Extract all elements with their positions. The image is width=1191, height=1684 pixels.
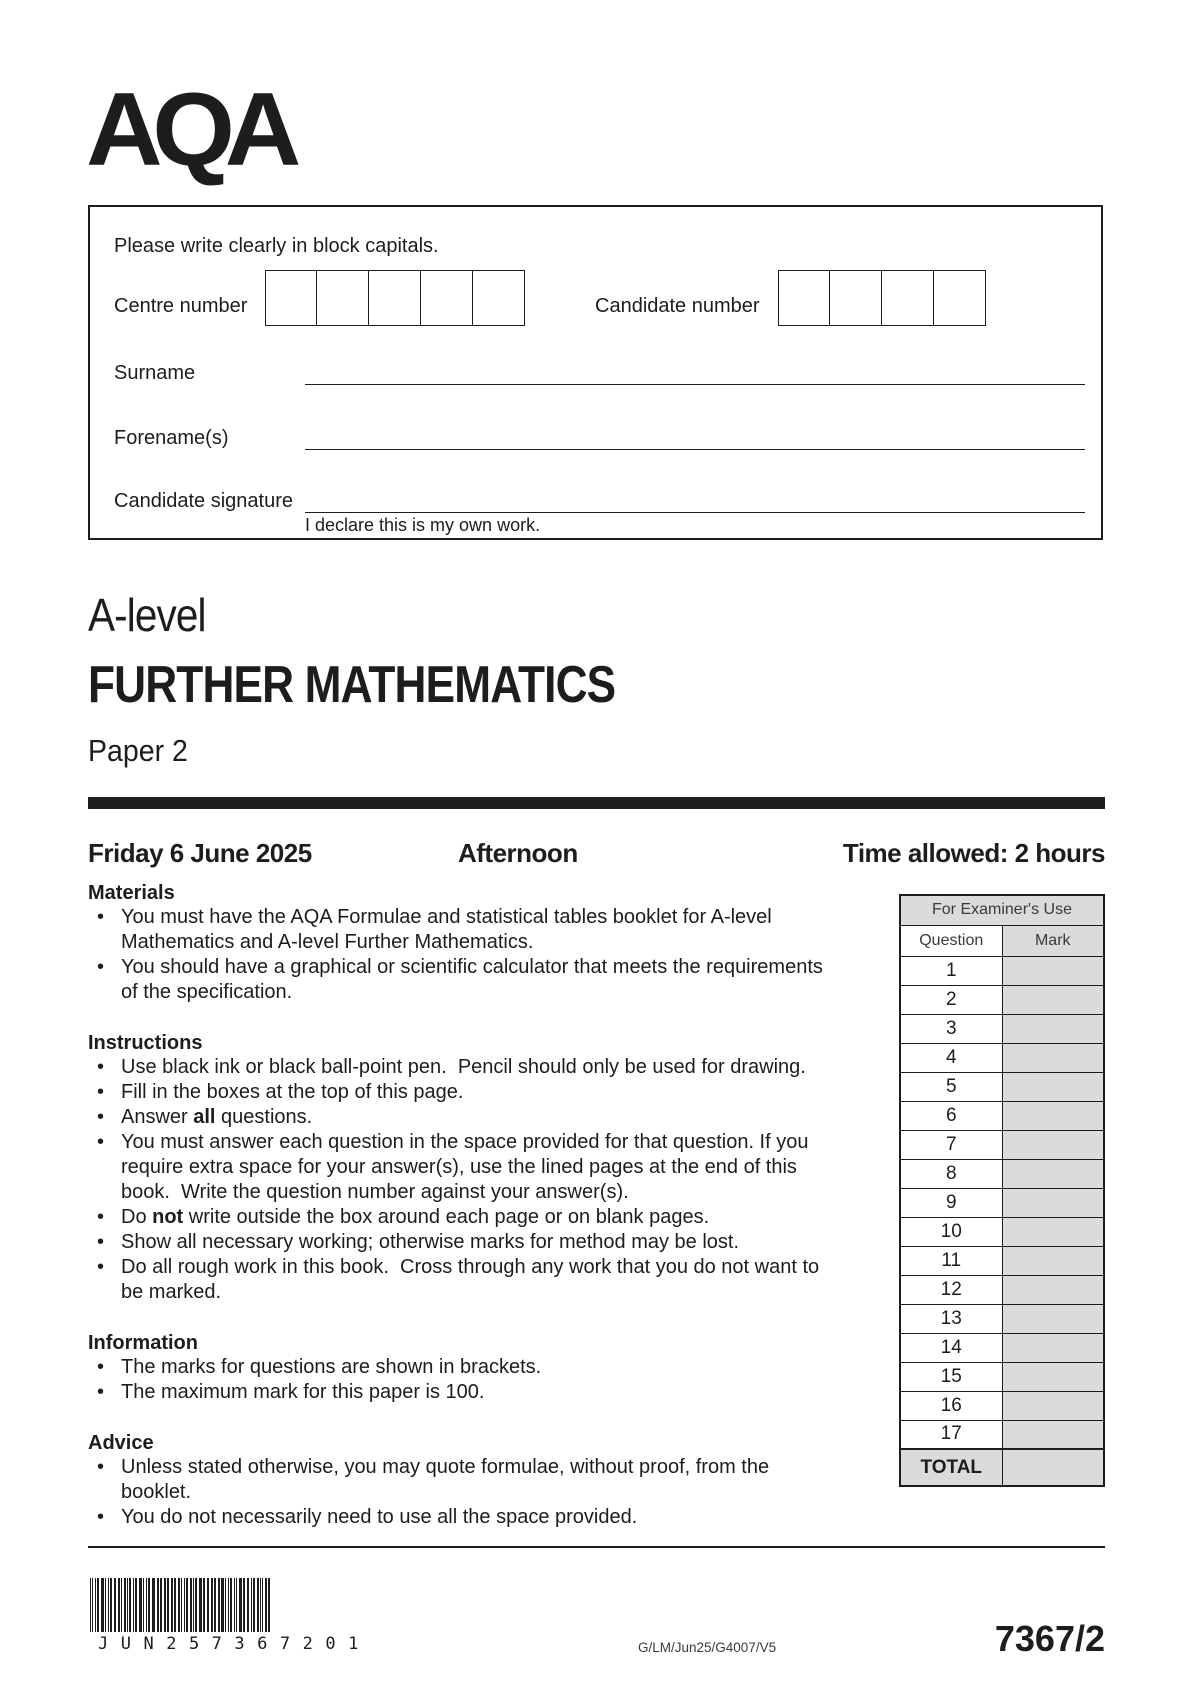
question-row bbox=[900, 1043, 1104, 1072]
candidate-number-box[interactable] bbox=[778, 270, 830, 326]
list-item: • Do all rough work in this book. Cross through any work that you do not want to be marked. bbox=[88, 1255, 830, 1305]
exam-date: Friday 6 June 2025 bbox=[88, 838, 312, 868]
mark-column-header: Mark bbox=[1002, 925, 1104, 956]
question-number-cell: 6 bbox=[900, 1101, 1002, 1130]
candidate-details-box bbox=[88, 205, 1103, 540]
question-row bbox=[900, 1101, 1104, 1130]
list-item: • The maximum mark for this paper is 100. bbox=[88, 1380, 830, 1405]
list-item: • You should have a graphical or scientific calculator that meets the requirements of the specification. bbox=[88, 955, 830, 1005]
question-number-cell: 3 bbox=[900, 1014, 1002, 1043]
sections bbox=[88, 882, 830, 1530]
barcode bbox=[88, 1578, 371, 1654]
candidate-number-box[interactable] bbox=[830, 270, 882, 326]
question-row bbox=[900, 1275, 1104, 1304]
examiner-use-table bbox=[899, 894, 1105, 1487]
section-advice bbox=[88, 1432, 830, 1530]
total-label-cell: TOTAL bbox=[900, 1449, 1002, 1486]
mark-cell bbox=[1002, 1159, 1104, 1188]
centre-number-box[interactable] bbox=[473, 270, 525, 326]
section-list bbox=[88, 1355, 830, 1405]
forename-label: Forename(s) bbox=[114, 427, 229, 449]
question-number-cell: 13 bbox=[900, 1304, 1002, 1333]
question-row bbox=[900, 1362, 1104, 1391]
title-divider-bar bbox=[88, 797, 1105, 809]
list-item: • You do not necessarily need to use all the space provided. bbox=[88, 1505, 830, 1530]
question-row bbox=[900, 1159, 1104, 1188]
forename-field[interactable] bbox=[305, 449, 1085, 450]
mark-cell bbox=[1002, 1217, 1104, 1246]
mark-cell bbox=[1002, 1043, 1104, 1072]
list-item: • Show all necessary working; otherwise marks for method may be lost. bbox=[88, 1230, 830, 1255]
paper-reference: 7367/2 bbox=[994, 1618, 1105, 1659]
question-number-cell: 8 bbox=[900, 1159, 1002, 1188]
mark-cell bbox=[1002, 1101, 1104, 1130]
list-item: • Answer all questions. bbox=[88, 1105, 830, 1130]
section-instructions bbox=[88, 1032, 830, 1305]
question-number-cell: 9 bbox=[900, 1188, 1002, 1217]
question-number-cell: 16 bbox=[900, 1391, 1002, 1420]
centre-number-box[interactable] bbox=[369, 270, 421, 326]
mark-cell bbox=[1002, 1014, 1104, 1043]
question-number-cell: 5 bbox=[900, 1072, 1002, 1101]
centre-number-box[interactable] bbox=[317, 270, 369, 326]
candidate-number-boxes bbox=[778, 270, 986, 326]
list-item: • Fill in the boxes at the top of this page. bbox=[88, 1080, 830, 1105]
question-row bbox=[900, 1420, 1104, 1449]
list-item: • You must have the AQA Formulae and statistical tables booklet for A-level Mathematics and A-level Further Mathematics. bbox=[88, 905, 830, 955]
section-list bbox=[88, 905, 830, 1005]
question-number-cell: 1 bbox=[900, 956, 1002, 985]
question-row bbox=[900, 1188, 1104, 1217]
centre-number-box[interactable] bbox=[421, 270, 473, 326]
signature-field[interactable] bbox=[305, 512, 1085, 513]
total-mark-cell bbox=[1002, 1449, 1104, 1486]
total-row bbox=[900, 1449, 1104, 1486]
question-row bbox=[900, 1333, 1104, 1362]
centre-number-label: Centre number bbox=[114, 295, 248, 317]
question-row bbox=[900, 1072, 1104, 1101]
question-number-cell: 11 bbox=[900, 1246, 1002, 1275]
surname-field[interactable] bbox=[305, 384, 1085, 385]
question-number-cell: 12 bbox=[900, 1275, 1002, 1304]
signature-label: Candidate signature bbox=[114, 490, 294, 512]
question-row bbox=[900, 1304, 1104, 1333]
question-number-cell: 2 bbox=[900, 985, 1002, 1014]
section-heading: Instructions bbox=[88, 1032, 203, 1054]
question-row bbox=[900, 1130, 1104, 1159]
mark-cell bbox=[1002, 1188, 1104, 1217]
mark-cell bbox=[1002, 956, 1104, 985]
list-item: • Use black ink or black ball-point pen. Pencil should only be used for drawing. bbox=[88, 1055, 830, 1080]
exam-time-of-day: Afternoon bbox=[458, 838, 578, 868]
question-number-cell: 14 bbox=[900, 1333, 1002, 1362]
question-row bbox=[900, 985, 1104, 1014]
mark-cell bbox=[1002, 1130, 1104, 1159]
mark-cell bbox=[1002, 1391, 1104, 1420]
surname-label: Surname bbox=[114, 362, 196, 384]
list-item: • Unless stated otherwise, you may quote formulae, without proof, from the booklet. bbox=[88, 1455, 830, 1505]
section-heading: Materials bbox=[88, 882, 175, 904]
question-row bbox=[900, 1391, 1104, 1420]
mark-cell bbox=[1002, 1246, 1104, 1275]
document-code: G/LM/Jun25/G4007/V5 bbox=[638, 1640, 777, 1655]
question-number-cell: 17 bbox=[900, 1420, 1002, 1449]
footer-divider bbox=[88, 1546, 1105, 1548]
question-number-cell: 7 bbox=[900, 1130, 1002, 1159]
barcode-bars bbox=[88, 1578, 303, 1632]
section-heading: Advice bbox=[88, 1432, 154, 1454]
mark-cell bbox=[1002, 1072, 1104, 1101]
barcode-text: JUN257367201 bbox=[98, 1634, 371, 1654]
mark-cell bbox=[1002, 1420, 1104, 1449]
question-number-cell: 10 bbox=[900, 1217, 1002, 1246]
examiner-table-body bbox=[900, 895, 1104, 1486]
qualification-title: A-level bbox=[88, 589, 206, 641]
question-row bbox=[900, 1014, 1104, 1043]
section-information bbox=[88, 1332, 830, 1405]
session-row bbox=[88, 838, 1105, 869]
candidate-number-box[interactable] bbox=[882, 270, 934, 326]
section-list bbox=[88, 1055, 830, 1305]
declaration-text: I declare this is my own work. bbox=[305, 515, 541, 535]
candidate-number-box[interactable] bbox=[934, 270, 986, 326]
mark-cell bbox=[1002, 1304, 1104, 1333]
section-materials bbox=[88, 882, 830, 1005]
paper-title: Paper 2 bbox=[88, 733, 188, 768]
examiner-table-title: For Examiner's Use bbox=[900, 895, 1104, 925]
mark-cell bbox=[1002, 985, 1104, 1014]
list-item: • The marks for questions are shown in brackets. bbox=[88, 1355, 830, 1380]
mark-cell bbox=[1002, 1275, 1104, 1304]
mark-cell bbox=[1002, 1333, 1104, 1362]
aqa-logo: AQA bbox=[86, 72, 292, 188]
section-list bbox=[88, 1455, 830, 1530]
question-row bbox=[900, 956, 1104, 985]
question-column-header: Question bbox=[900, 925, 1002, 956]
question-row bbox=[900, 1217, 1104, 1246]
section-heading: Information bbox=[88, 1332, 198, 1354]
question-number-cell: 15 bbox=[900, 1362, 1002, 1391]
mark-cell bbox=[1002, 1362, 1104, 1391]
question-row bbox=[900, 1246, 1104, 1275]
centre-number-boxes bbox=[265, 270, 525, 326]
question-number-cell: 4 bbox=[900, 1043, 1002, 1072]
list-item: • Do not write outside the box around each page or on blank pages. bbox=[88, 1205, 830, 1230]
subject-title: FURTHER MATHEMATICS bbox=[88, 656, 616, 714]
block-capitals-instruction: Please write clearly in block capitals. bbox=[114, 235, 439, 257]
centre-number-box[interactable] bbox=[265, 270, 317, 326]
time-allowed: Time allowed: 2 hours bbox=[842, 838, 1105, 868]
candidate-number-label: Candidate number bbox=[595, 295, 760, 317]
list-item: • You must answer each question in the space provided for that question. If you require extra space for your answer(s), use the lined pages at the end of this book. Write the question number against your answer(s). bbox=[88, 1130, 830, 1205]
